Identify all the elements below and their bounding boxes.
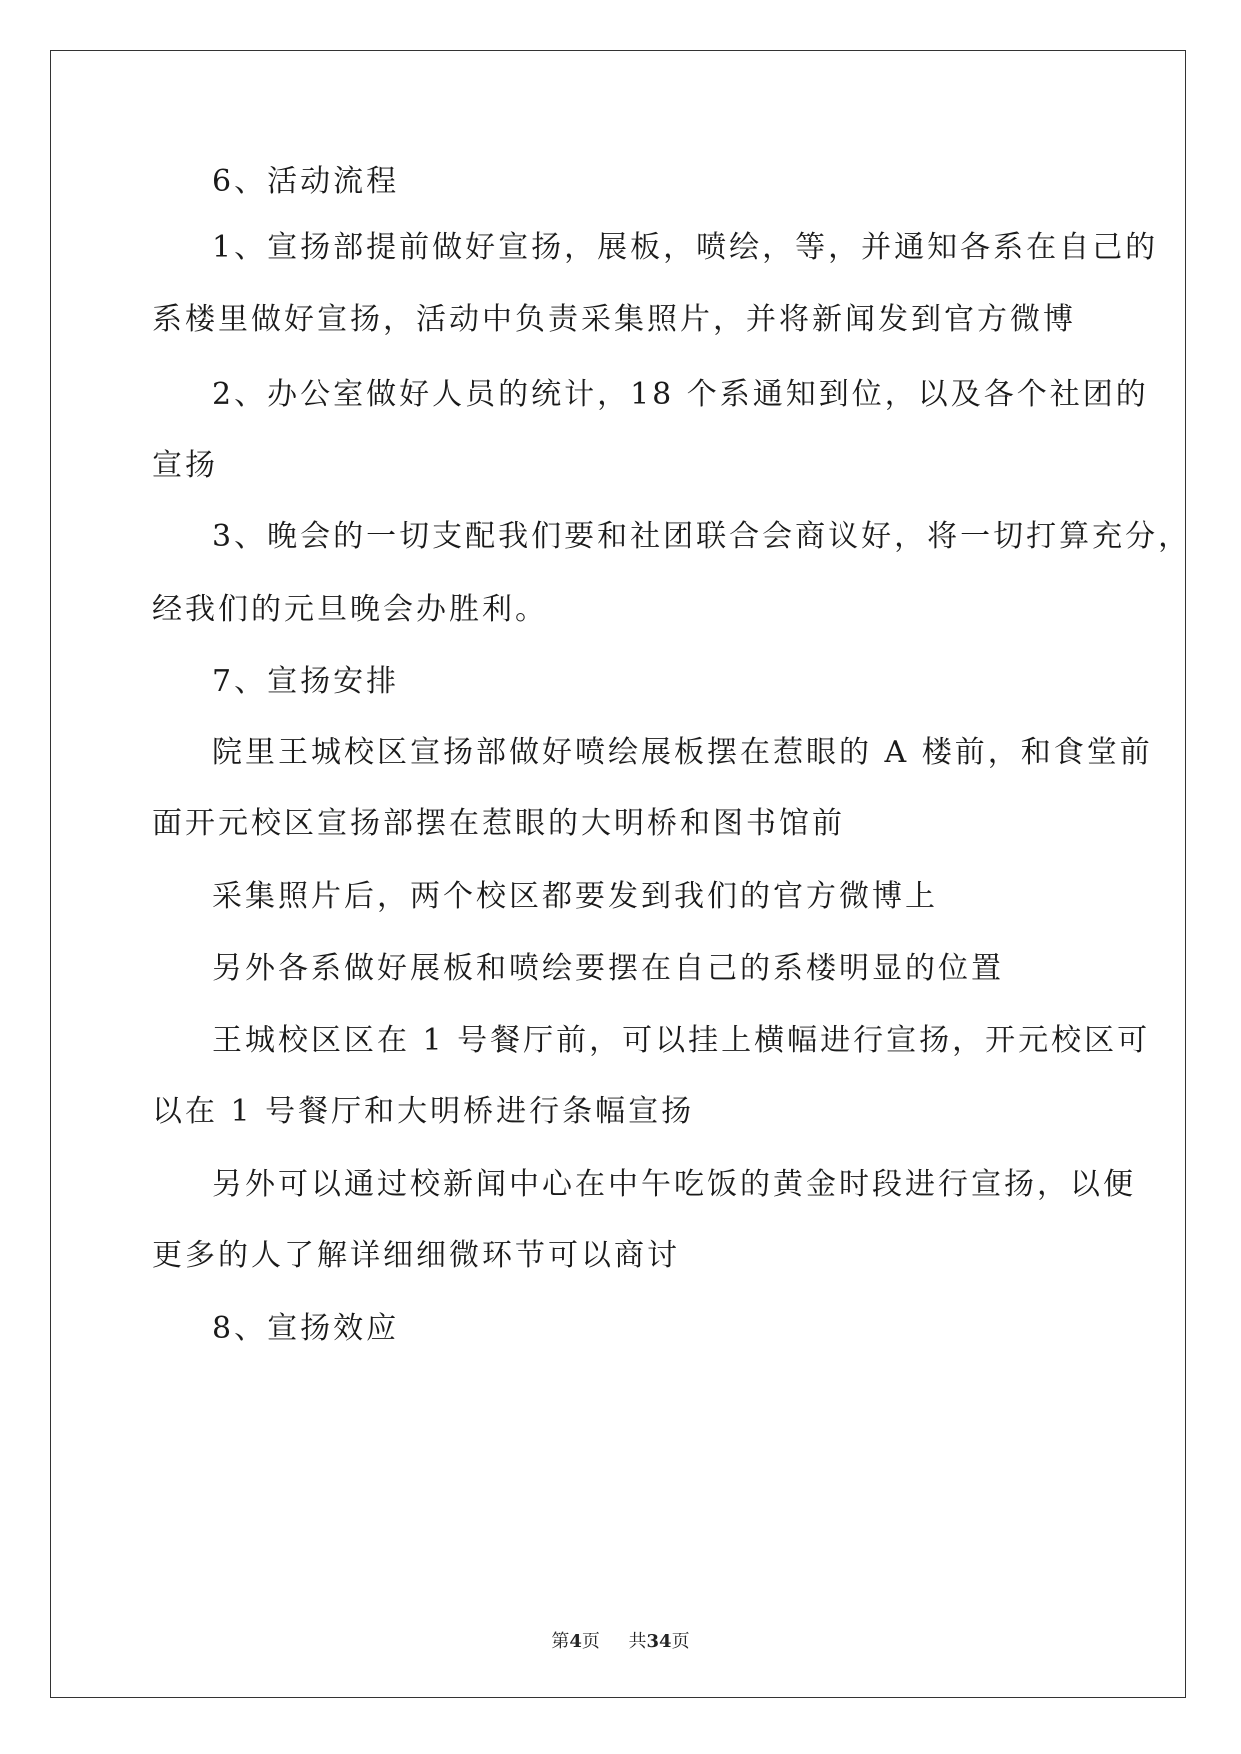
- paragraph-line: 经我们的元旦晚会办胜利。: [152, 592, 548, 627]
- paragraph-line: 王城校区区在 1 号餐厅前，可以挂上横幅进行宣扬，开元校区可: [212, 1023, 1151, 1058]
- paragraph-line: 1、宣扬部提前做好宣扬，展板，喷绘，等，并通知各系在自己的: [212, 230, 1159, 265]
- paragraph-line: 院里王城校区宣扬部做好喷绘展板摆在惹眼的 A 楼前，和食堂前: [212, 735, 1153, 770]
- paragraph-line: 另外可以通过校新闻中心在中午吃饭的黄金时段进行宣扬，以便: [212, 1167, 1136, 1202]
- total-suffix: 页: [671, 1631, 690, 1652]
- total-prefix: 共: [628, 1631, 647, 1652]
- paragraph-line: 3、晚会的一切支配我们要和社团联合会商议好，将一切打算充分，: [212, 519, 1192, 554]
- paragraph-line: 6、活动流程: [212, 164, 400, 199]
- page-number: 4: [569, 1631, 582, 1652]
- page-suffix: 页: [581, 1631, 600, 1652]
- paragraph-line: 7、宣扬安排: [212, 664, 400, 699]
- page-footer: [0, 1627, 1241, 1653]
- paragraph-line: 另外各系做好展板和喷绘要摆在自己的系楼明显的位置: [212, 951, 1004, 986]
- paragraph-line: 更多的人了解详细细微环节可以商讨: [152, 1238, 680, 1273]
- page-border: [50, 50, 1186, 1698]
- paragraph-line: 采集照片后，两个校区都要发到我们的官方微博上: [212, 879, 938, 914]
- total-pages: 34: [646, 1631, 672, 1652]
- page-prefix: 第: [551, 1631, 570, 1652]
- paragraph-line: 以在 1 号餐厅和大明桥进行条幅宣扬: [152, 1094, 695, 1129]
- paragraph-line: 宣扬: [152, 448, 218, 483]
- paragraph-line: 2、办公室做好人员的统计，18 个系通知到位，以及各个社团的: [212, 377, 1149, 412]
- paragraph-line: 8、宣扬效应: [212, 1311, 400, 1346]
- paragraph-line: 面开元校区宣扬部摆在惹眼的大明桥和图书馆前: [152, 806, 845, 841]
- paragraph-line: 系楼里做好宣扬，活动中负责采集照片，并将新闻发到官方微博: [152, 302, 1076, 337]
